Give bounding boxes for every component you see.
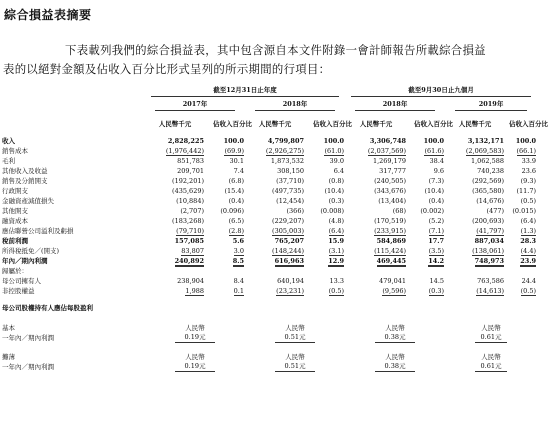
percent-cell: (5.2) bbox=[428, 216, 445, 225]
eps-row bbox=[2, 362, 537, 372]
table-row bbox=[2, 226, 537, 236]
table-row bbox=[2, 256, 537, 266]
income-statement-table bbox=[2, 84, 549, 372]
percent-cell: 14.5 bbox=[429, 276, 445, 285]
eps-unit: 人民幣 bbox=[185, 353, 205, 361]
amount-cell: 317,777 bbox=[379, 166, 407, 175]
percent-cell: (0.8) bbox=[328, 176, 345, 185]
percent-cell bbox=[505, 266, 537, 276]
amount-cell: 851,783 bbox=[177, 156, 204, 165]
percent-cell: 8.4 bbox=[233, 276, 244, 285]
percent-cell: 30.1 bbox=[229, 156, 244, 165]
amount-cell: (13,404) bbox=[378, 196, 407, 205]
percent-cell: (10.4) bbox=[424, 186, 445, 195]
amount-cell: (2,707) bbox=[180, 206, 204, 215]
amount-cell bbox=[245, 266, 305, 276]
eps-subsection-label: 基本 bbox=[2, 324, 15, 332]
row-label: 融資成本 bbox=[2, 216, 28, 225]
year-header: 2018年 bbox=[245, 98, 345, 112]
eps-unit: 人民幣 bbox=[185, 324, 205, 332]
row-label: 行政開支 bbox=[2, 186, 28, 195]
group-header-nine-months: 截至9月30日止九個月 bbox=[345, 84, 537, 98]
percent-cell: (6.8) bbox=[228, 176, 244, 185]
percent-cell: (3.5) bbox=[428, 246, 445, 255]
row-label: 毛利 bbox=[2, 156, 15, 165]
amount-cell: 83,807 bbox=[181, 246, 204, 255]
amount-cell: 640,194 bbox=[277, 276, 304, 285]
percent-cell: 9.6 bbox=[433, 166, 445, 175]
row-label: 歸屬於： bbox=[2, 266, 28, 275]
table-row bbox=[2, 176, 537, 186]
amount-cell: (10,884) bbox=[176, 196, 204, 205]
eps-unit: 人民幣 bbox=[285, 324, 305, 332]
row-label: 非控股權益 bbox=[2, 286, 35, 295]
percent-cell: (0.5) bbox=[328, 286, 345, 295]
row-label: 稅前利潤 bbox=[2, 236, 28, 245]
percent-cell: 100.0 bbox=[515, 136, 537, 145]
pct-header: 佔收入百分比 bbox=[414, 120, 454, 128]
amount-cell bbox=[145, 266, 205, 276]
table-row bbox=[2, 286, 537, 296]
eps-unit: 人民幣 bbox=[285, 353, 305, 361]
percent-cell: (15.4) bbox=[224, 186, 244, 195]
amount-cell: (9,596) bbox=[382, 286, 407, 295]
table-row bbox=[2, 246, 537, 256]
table-row bbox=[2, 236, 537, 246]
group-header-fy: 截至12月31日止年度 bbox=[145, 84, 345, 98]
percent-cell: (69.9) bbox=[224, 146, 244, 155]
amount-cell: 740,238 bbox=[477, 166, 505, 175]
page-title: 綜合損益表摘要 bbox=[4, 8, 92, 22]
percent-cell: 8.5 bbox=[232, 256, 244, 265]
amount-cell bbox=[345, 266, 407, 276]
amount-cell: (2,926,275) bbox=[265, 146, 304, 155]
amount-cell bbox=[445, 266, 505, 276]
percent-cell: (0.096) bbox=[220, 206, 244, 215]
row-label: 銷售及分銷開支 bbox=[2, 176, 48, 185]
eps-unit: 人民幣 bbox=[385, 324, 405, 332]
row-label: 金融資產減值損失 bbox=[2, 196, 54, 205]
amount-cell: 308,150 bbox=[277, 166, 304, 175]
table-row bbox=[2, 276, 537, 286]
table-row bbox=[2, 136, 537, 146]
table-row bbox=[2, 216, 537, 226]
row-label: 其他收入及收益 bbox=[2, 166, 48, 175]
intro-line-2: 表的以絕對金額及佔收入百分比形式呈列的所示期間的行項目： bbox=[3, 62, 331, 76]
percent-cell: 23.6 bbox=[521, 166, 537, 175]
row-label: 年內／期內利潤 bbox=[2, 256, 48, 265]
pct-header: 佔收入百分比 bbox=[509, 120, 549, 128]
percent-cell: 17.7 bbox=[428, 236, 445, 245]
percent-cell: (3.1) bbox=[328, 246, 345, 255]
percent-cell: (9.3) bbox=[520, 176, 537, 185]
percent-cell: (0.008) bbox=[320, 206, 345, 215]
amount-cell: (170,519) bbox=[374, 216, 407, 225]
percent-cell bbox=[305, 266, 345, 276]
table-row bbox=[2, 266, 537, 276]
percent-cell: (4.8) bbox=[328, 216, 345, 225]
intro-line-1: 下表載列我們的綜合損益表，其中包含源自本文件附錄一會計師報告所載綜合損益 bbox=[65, 43, 486, 57]
percent-cell: 3.0 bbox=[233, 246, 244, 255]
amount-cell: 209,701 bbox=[177, 166, 204, 175]
percent-cell: (11.7) bbox=[516, 186, 537, 195]
row-label: 其他開支 bbox=[2, 206, 28, 215]
percent-cell: 38.4 bbox=[429, 156, 445, 165]
amount-cell: 479,041 bbox=[379, 276, 407, 285]
percent-cell: (10.4) bbox=[324, 186, 345, 195]
eps-unit: 人民幣 bbox=[481, 324, 501, 332]
amount-cell: 1,062,588 bbox=[470, 156, 505, 165]
amount-cell: (477) bbox=[486, 206, 505, 215]
amount-cell: (497,735) bbox=[272, 186, 304, 195]
percent-cell: (0.5) bbox=[520, 196, 537, 205]
percent-cell: (0.3) bbox=[328, 196, 345, 205]
amount-cell: (1,976,442) bbox=[165, 146, 204, 155]
percent-cell: (4.4) bbox=[520, 246, 537, 255]
amount-cell: (305,003) bbox=[272, 226, 304, 235]
amount-cell: (200,693) bbox=[472, 216, 505, 225]
amount-cell: 584,869 bbox=[376, 236, 407, 245]
percent-cell: 23.9 bbox=[520, 256, 537, 265]
amount-cell: 2,828,225 bbox=[167, 136, 204, 145]
amount-cell: 765,207 bbox=[274, 236, 304, 245]
percent-cell: (0.5) bbox=[520, 286, 537, 295]
table-row bbox=[2, 196, 537, 206]
amount-cell: 1,873,532 bbox=[270, 156, 304, 165]
amount-cell: (79,710) bbox=[176, 226, 204, 235]
eps-row bbox=[2, 333, 537, 343]
amount-cell: (14,613) bbox=[476, 286, 505, 295]
percent-cell: 0.1 bbox=[233, 286, 244, 295]
percent-cell: (6.4) bbox=[328, 226, 345, 235]
eps-row-label: 一年內／期內利潤 bbox=[2, 362, 54, 371]
percent-cell: (1.3) bbox=[520, 226, 537, 235]
percent-cell: 7.4 bbox=[233, 166, 244, 175]
percent-cell: 6.4 bbox=[333, 166, 345, 175]
row-label: 母公司擁有人 bbox=[2, 276, 41, 285]
amount-cell: 887,034 bbox=[474, 236, 505, 245]
percent-cell: 5.6 bbox=[232, 236, 244, 245]
amount-cell: 616,963 bbox=[274, 256, 304, 265]
eps-row-label: 一年內／期內利潤 bbox=[2, 333, 54, 342]
amount-cell: (183,268) bbox=[172, 216, 204, 225]
percent-cell: (6.5) bbox=[228, 216, 244, 225]
amount-cell: 1,269,179 bbox=[372, 156, 407, 165]
amount-cell: (2,037,569) bbox=[367, 146, 407, 155]
eps-value: 0.38元 bbox=[345, 333, 445, 343]
unit-header: 人民幣千元 bbox=[359, 120, 393, 128]
amount-cell: (192,201) bbox=[172, 176, 204, 185]
amount-cell: 240,892 bbox=[174, 256, 204, 265]
percent-cell: (66.1) bbox=[516, 146, 537, 155]
amount-cell: 4,799,807 bbox=[267, 136, 304, 145]
intro-paragraph bbox=[3, 41, 538, 79]
year-header: 2017年 bbox=[145, 98, 245, 112]
percent-cell: 100.0 bbox=[223, 136, 244, 145]
unit-header: 人民幣千元 bbox=[158, 120, 192, 128]
pct-header: 佔收入百分比 bbox=[313, 120, 353, 128]
amount-cell: (12,454) bbox=[276, 196, 304, 205]
percent-cell: (0.4) bbox=[428, 196, 445, 205]
pct-header: 佔收入百分比 bbox=[213, 120, 252, 128]
percent-cell: 24.4 bbox=[521, 276, 537, 285]
eps-value: 0.51元 bbox=[245, 333, 345, 343]
percent-cell: (61.0) bbox=[324, 146, 345, 155]
eps-value: 0.19元 bbox=[145, 362, 245, 372]
amount-cell: 3,306,748 bbox=[369, 136, 407, 145]
percent-cell: (61.6) bbox=[424, 146, 445, 155]
percent-cell: 28.3 bbox=[520, 236, 537, 245]
amount-cell: (366) bbox=[286, 206, 304, 215]
percent-cell: (0.015) bbox=[512, 206, 537, 215]
amount-cell: (37,710) bbox=[276, 176, 304, 185]
percent-cell: 12.9 bbox=[328, 256, 345, 265]
amount-cell: (148,244) bbox=[272, 246, 304, 255]
percent-cell: 14.2 bbox=[428, 256, 445, 265]
percent-cell bbox=[205, 266, 245, 276]
percent-cell: 100.0 bbox=[423, 136, 445, 145]
table-row bbox=[2, 156, 537, 166]
amount-cell: 157,085 bbox=[174, 236, 204, 245]
unit-header: 人民幣千元 bbox=[458, 120, 492, 128]
row-label: 應佔聯營公司溢利及虧損 bbox=[2, 226, 74, 235]
row-label: 所得稅抵免／(開支) bbox=[2, 246, 60, 255]
table-row bbox=[2, 166, 537, 176]
table-row bbox=[2, 206, 537, 216]
percent-cell: (7.3) bbox=[428, 176, 445, 185]
amount-cell: (115,424) bbox=[374, 246, 407, 255]
row-label: 收入 bbox=[2, 136, 15, 145]
amount-cell: (23,231) bbox=[276, 286, 304, 295]
percent-cell: 39.0 bbox=[329, 156, 345, 165]
percent-cell: 33.9 bbox=[521, 156, 537, 165]
percent-cell: 100.0 bbox=[323, 136, 345, 145]
eps-value: 0.19元 bbox=[145, 333, 245, 343]
eps-section-title: 母公司股權持有人應佔每股盈利 bbox=[2, 303, 93, 312]
percent-cell: (6.4) bbox=[520, 216, 537, 225]
amount-cell: (14,676) bbox=[476, 196, 505, 205]
eps-value: 0.38元 bbox=[345, 362, 445, 372]
table-row bbox=[2, 186, 537, 196]
amount-cell: 469,445 bbox=[376, 256, 407, 265]
amount-cell: 1,988 bbox=[185, 286, 204, 295]
unit-header: 人民幣千元 bbox=[258, 120, 292, 128]
amount-cell: (435,629) bbox=[172, 186, 204, 195]
amount-cell: (240,505) bbox=[374, 176, 407, 185]
percent-cell: 13.3 bbox=[329, 276, 345, 285]
amount-cell: 763,586 bbox=[477, 276, 505, 285]
amount-cell: (2,069,583) bbox=[465, 146, 505, 155]
eps-value: 0.61元 bbox=[445, 362, 537, 372]
amount-cell: (343,676) bbox=[374, 186, 407, 195]
eps-value: 0.51元 bbox=[245, 362, 345, 372]
amount-cell: (229,207) bbox=[272, 216, 304, 225]
percent-cell bbox=[407, 266, 445, 276]
eps-unit: 人民幣 bbox=[481, 353, 501, 361]
amount-cell: (138,061) bbox=[472, 246, 505, 255]
table-row bbox=[2, 146, 537, 156]
percent-cell: (7.1) bbox=[428, 226, 445, 235]
year-header: 2019年 bbox=[445, 98, 537, 112]
amount-cell: (233,915) bbox=[374, 226, 407, 235]
percent-cell: 15.9 bbox=[328, 236, 345, 245]
amount-cell: (68) bbox=[392, 206, 407, 215]
percent-cell: (0.4) bbox=[228, 196, 244, 205]
percent-cell: (0.002) bbox=[420, 206, 445, 215]
eps-subsection-label: 攤薄 bbox=[2, 353, 15, 361]
percent-cell: (0.3) bbox=[428, 286, 445, 295]
percent-cell: (2.8) bbox=[228, 226, 244, 235]
amount-cell: (41,797) bbox=[476, 226, 505, 235]
amount-cell: 238,904 bbox=[177, 276, 204, 285]
eps-value: 0.61元 bbox=[445, 333, 537, 343]
amount-cell: 748,973 bbox=[474, 256, 505, 265]
amount-cell: (292,569) bbox=[472, 176, 505, 185]
year-header: 2018年 bbox=[345, 98, 445, 112]
amount-cell: (365,580) bbox=[472, 186, 505, 195]
row-label: 銷售成本 bbox=[2, 146, 28, 155]
amount-cell: 3,132,171 bbox=[467, 136, 505, 145]
eps-unit: 人民幣 bbox=[385, 353, 405, 361]
